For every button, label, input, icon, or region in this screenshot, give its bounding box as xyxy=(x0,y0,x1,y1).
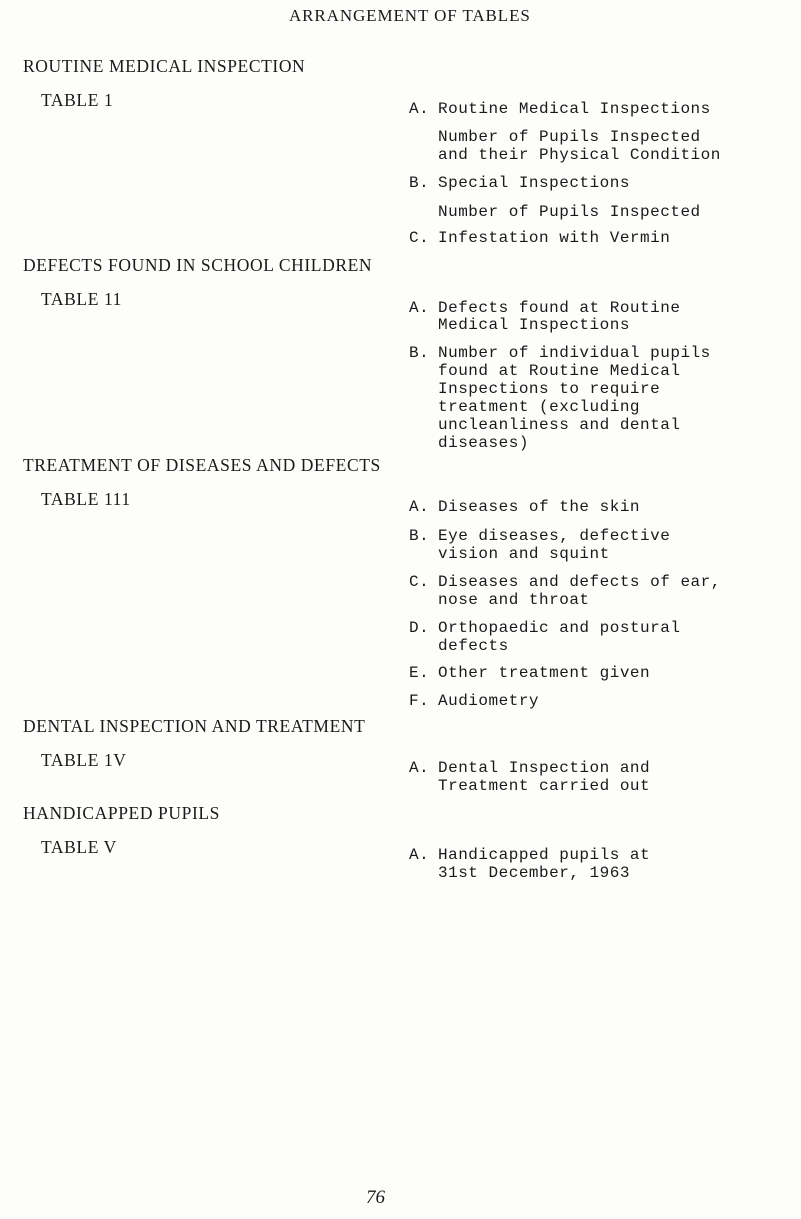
item-text: Audiometry xyxy=(438,692,540,710)
item-text: Defects found at Routine xyxy=(438,299,681,317)
item-text: Infestation with Vermin xyxy=(438,229,671,247)
item-text: defects xyxy=(438,637,509,655)
item-letter: B. xyxy=(409,174,430,192)
section-heading-defects-found: DEFECTS FOUND IN SCHOOL CHILDREN xyxy=(23,255,373,275)
item-letter: B. xyxy=(409,344,430,362)
item-text: Diseases and defects of ear, xyxy=(438,573,721,591)
item-text: found at Routine Medical xyxy=(438,362,681,380)
table-label-11: TABLE 11 xyxy=(41,289,123,309)
item-text: 31st December, 1963 xyxy=(438,864,630,882)
item-letter: C. xyxy=(409,573,430,591)
item-text: uncleanliness and dental xyxy=(438,416,681,434)
item-text: Other treatment given xyxy=(438,664,651,682)
item-text: vision and squint xyxy=(438,545,610,563)
item-text: diseases) xyxy=(438,434,529,452)
item-letter: C. xyxy=(409,229,430,247)
item-letter: A. xyxy=(409,100,430,118)
item-text: Treatment carried out xyxy=(438,777,651,795)
page-title: ARRANGEMENT OF TABLES xyxy=(289,6,531,25)
item-text: Orthopaedic and postural xyxy=(438,619,681,637)
item-letter: B. xyxy=(409,527,430,545)
item-letter: D. xyxy=(409,619,430,637)
item-text: Medical Inspections xyxy=(438,316,630,334)
item-letter: E. xyxy=(409,664,430,682)
item-letter: A. xyxy=(409,299,430,317)
item-text: Routine Medical Inspections xyxy=(438,100,711,118)
item-text: nose and throat xyxy=(438,591,590,609)
section-heading-routine-medical-inspection: ROUTINE MEDICAL INSPECTION xyxy=(23,56,306,76)
item-text: Dental Inspection and xyxy=(438,759,651,777)
section-heading-dental-inspection: DENTAL INSPECTION AND TREATMENT xyxy=(23,716,366,736)
item-text: Eye diseases, defective xyxy=(438,527,671,545)
item-text: Number of Pupils Inspected xyxy=(438,128,701,146)
item-letter: F. xyxy=(409,692,430,710)
item-text: treatment (excluding xyxy=(438,398,641,416)
item-letter: A. xyxy=(409,846,430,864)
table-label-1v: TABLE 1V xyxy=(41,750,127,770)
item-letter: A. xyxy=(409,498,430,516)
table-label-111: TABLE 111 xyxy=(41,489,131,509)
page-number: 76 xyxy=(366,1187,385,1208)
section-heading-treatment-of-diseases: TREATMENT OF DISEASES AND DEFECTS xyxy=(23,455,381,475)
item-letter: A. xyxy=(409,759,430,777)
item-text: Number of Pupils Inspected xyxy=(438,203,701,221)
item-text: Handicapped pupils at xyxy=(438,846,651,864)
item-text: Diseases of the skin xyxy=(438,498,641,516)
item-text: and their Physical Condition xyxy=(438,146,721,164)
item-text: Inspections to require xyxy=(438,380,661,398)
table-label-v: TABLE V xyxy=(41,837,117,857)
item-text: Number of individual pupils xyxy=(438,344,711,362)
table-label-1: TABLE 1 xyxy=(41,90,114,110)
item-text: Special Inspections xyxy=(438,174,630,192)
section-heading-handicapped-pupils: HANDICAPPED PUPILS xyxy=(23,803,221,823)
